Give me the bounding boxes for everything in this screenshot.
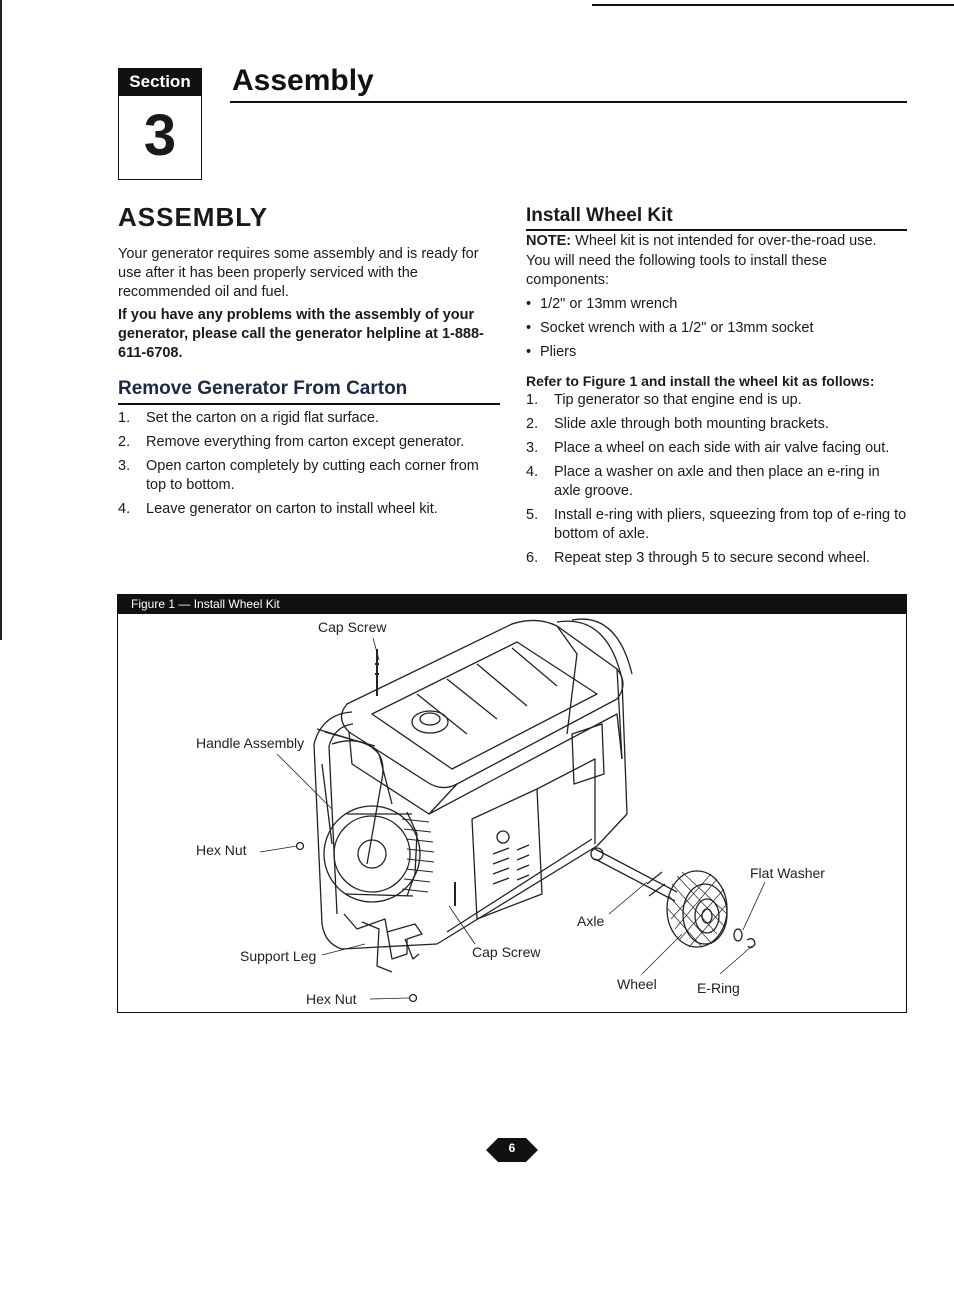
tools-list (526, 295, 907, 367)
page-title: Assembly (232, 64, 374, 97)
step-text: Place a washer on axle and then place an e-ring in axle groove. (554, 464, 880, 499)
section-number: 3 (143, 103, 177, 168)
step-text: Remove everything from carton except generator. (146, 434, 465, 450)
step-number: 5. (526, 507, 539, 523)
label-support-leg: Support Leg (240, 948, 317, 964)
step-text: Repeat step 3 through 5 to secure second wheel. (554, 550, 870, 566)
remove-steps-list (118, 409, 496, 519)
label-hex-nut-bottom: Hex Nut (306, 991, 357, 1007)
section-label: Section (118, 68, 202, 96)
list-item (118, 500, 496, 519)
page-edge (0, 0, 2, 640)
install-wheel-kit-heading: Install Wheel Kit (526, 205, 673, 226)
label-hex-nut-left: Hex Nut (196, 842, 247, 858)
list-item (526, 391, 907, 410)
label-handle-assembly: Handle Assembly (196, 735, 305, 751)
step-number: 3. (526, 440, 539, 456)
step-text: Leave generator on carton to install wheel kit. (146, 501, 438, 517)
step-text: Open carton completely by cutting each corner from top to bottom. (146, 458, 479, 493)
list-item (526, 549, 907, 568)
list-item (118, 433, 496, 452)
step-text: Place a wheel on each side with air valve facing out. (554, 440, 890, 456)
figure-caption-bar (117, 594, 907, 614)
step-text: Tip generator so that engine end is up. (554, 392, 802, 408)
note-paragraph (526, 232, 907, 251)
tools-intro: You will need the following tools to install these components: (526, 253, 827, 288)
step-number: 4. (526, 464, 539, 480)
remove-carton-heading: Remove Generator From Carton (118, 378, 408, 399)
refer-figure-instruction: Refer to Figure 1 and install the wheel kit as follows: (526, 373, 875, 389)
list-item: • Pliers (526, 343, 907, 362)
list-item (526, 506, 907, 544)
list-item (526, 415, 907, 434)
note-text: Wheel kit is not intended for over-the-road use. (571, 233, 877, 249)
label-axle: Axle (577, 913, 605, 929)
header-rule (230, 101, 907, 103)
list-item: • Socket wrench with a 1/2" or 13mm socket (526, 319, 907, 338)
step-number: 2. (118, 434, 131, 450)
install-heading-rule (526, 229, 907, 231)
step-number: 6. (526, 550, 539, 566)
intro-paragraph: Your generator requires some assembly and is ready for use after it has been properly serviced with the recommended oil and fuel. (118, 246, 479, 300)
list-item (118, 457, 496, 495)
label-wheel: Wheel (617, 976, 657, 992)
list-item: • 1/2" or 13mm wrench (526, 295, 907, 314)
helpline-paragraph: If you have any problems with the assembly of your generator, please call the generator helpline at 1-888-611-6708. (118, 307, 484, 361)
step-number: 1. (526, 392, 539, 408)
step-number: 3. (118, 458, 131, 474)
step-number: 4. (118, 501, 131, 517)
remove-heading-rule (118, 403, 500, 405)
list-item (526, 439, 907, 458)
step-text: Install e-ring with pliers, squeezing from top of e-ring to bottom of axle. (554, 507, 907, 542)
list-item (118, 409, 496, 428)
step-text: Slide axle through both mounting brackets. (554, 416, 829, 432)
label-cap-screw-top: Cap Screw (318, 619, 387, 635)
page-number: 6 (508, 1141, 516, 1155)
label-cap-screw-bottom: Cap Screw (472, 944, 541, 960)
note-label: NOTE: (526, 233, 572, 249)
install-steps-list (526, 391, 907, 568)
step-number: 1. (118, 410, 131, 426)
label-e-ring: E-Ring (697, 980, 740, 996)
assembly-heading: ASSEMBLY (118, 202, 269, 232)
top-rule (592, 4, 954, 6)
figure-caption: Figure 1 — Install Wheel Kit (131, 597, 280, 611)
label-flat-washer: Flat Washer (750, 865, 825, 881)
step-text: Set the carton on a rigid flat surface. (146, 410, 379, 426)
step-number: 2. (526, 416, 539, 432)
list-item (526, 463, 907, 501)
